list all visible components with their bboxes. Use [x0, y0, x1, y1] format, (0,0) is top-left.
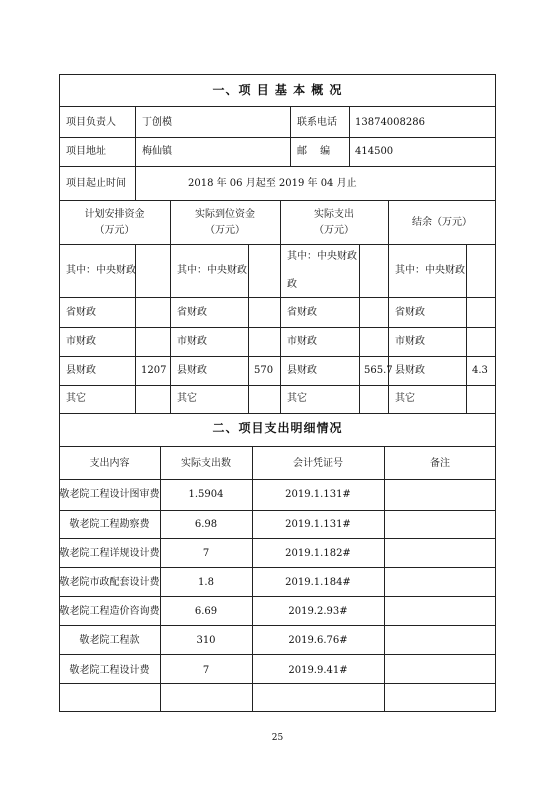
funds-header-spent: 实际支出 [314, 209, 354, 220]
funds-header-received-unit: （万元） [205, 225, 245, 236]
detail-row-content: 敬老院工程勘察费 [69, 519, 150, 530]
county-balance-value: 4.3 [472, 365, 488, 376]
grid-line [59, 538, 496, 539]
detail-row-voucher: 2019.1.131# [285, 519, 351, 530]
grid-line [59, 166, 496, 167]
central-label: 其中：中央财政 [66, 265, 136, 276]
detail-header-voucher: 会计凭证号 [293, 458, 343, 469]
detail-row-amount: 6.69 [194, 606, 218, 617]
city-label: 市财政 [66, 336, 96, 347]
detail-row-amount: 6.98 [194, 519, 218, 530]
address-label: 项目地址 [66, 146, 106, 157]
detail-row-content: 敬老院工程设计费 [69, 665, 150, 676]
page-number: 25 [271, 733, 284, 743]
grid-line [384, 446, 385, 712]
grid-line [59, 625, 496, 626]
funds-header-balance: 结余（万元） [412, 217, 472, 228]
detail-header-remarks: 备注 [430, 458, 450, 469]
grid-line [59, 244, 496, 245]
grid-line [388, 200, 389, 413]
grid-line [59, 137, 496, 138]
grid-line [59, 596, 496, 597]
grid-line [359, 244, 360, 413]
detail-row-content: 敬老院市政配套设计费 [59, 577, 160, 588]
grid-line [59, 106, 496, 107]
central-label: 其中：中央财政 [395, 265, 465, 276]
other-label: 其它 [287, 393, 307, 404]
provincial-label: 省财政 [395, 307, 425, 318]
city-label: 市财政 [287, 336, 317, 347]
county-label: 县财政 [287, 365, 317, 376]
grid-line [59, 446, 496, 447]
detail-row-voucher: 2019.6.76# [288, 635, 348, 646]
central-label-wrap: 政 [287, 279, 297, 290]
central-label: 其中：中央财政 [177, 265, 247, 276]
detail-row-content: 敬老院工程详规设计费 [59, 548, 160, 559]
provincial-label: 省财政 [66, 307, 96, 318]
detail-row-amount: 7 [202, 665, 210, 676]
central-label: 其中：中央财政 [287, 251, 357, 262]
detail-row-voucher: 2019.1.184# [285, 577, 351, 588]
grid-line [349, 106, 350, 166]
grid-line [290, 106, 291, 166]
address-value: 梅仙镇 [142, 146, 172, 157]
leader-label: 项目负责人 [66, 117, 116, 128]
funds-header-planned-unit: （万元） [94, 225, 135, 236]
detail-row-voucher: 2019.9.41# [288, 665, 348, 676]
grid-line [59, 567, 496, 568]
county-label: 县财政 [66, 365, 96, 376]
funds-header-received: 实际到位资金 [195, 209, 255, 220]
grid-line [248, 244, 249, 413]
period-value: 2018 年 06 月起至 2019 年 04 月止 [188, 178, 357, 189]
detail-row-amount: 7 [202, 548, 210, 559]
phone-value: 13874008286 [355, 117, 425, 128]
grid-line [59, 297, 496, 298]
grid-line [59, 654, 496, 655]
grid-line [59, 200, 496, 201]
detail-row-content: 敬老院工程设计图审费 [59, 489, 160, 500]
county-label: 县财政 [177, 365, 207, 376]
provincial-label: 省财政 [177, 307, 207, 318]
detail-row-content: 敬老院工程款 [79, 635, 140, 646]
leader-value: 丁创模 [142, 117, 172, 128]
other-label: 其它 [395, 393, 415, 404]
detail-row-voucher: 2019.2.93# [288, 606, 348, 617]
county-received-value: 570 [254, 365, 274, 376]
grid-line [59, 356, 496, 357]
funds-header-spent-unit: （万元） [314, 225, 354, 236]
detail-row-amount: 1.5904 [188, 489, 224, 500]
city-label: 市财政 [395, 336, 425, 347]
grid-line [59, 385, 496, 386]
grid-line [59, 327, 496, 328]
detail-header-content: 支出内容 [89, 458, 130, 469]
county-planned-value: 1207 [141, 365, 167, 376]
city-label: 市财政 [177, 336, 207, 347]
grid-line [59, 479, 496, 480]
other-label: 其它 [66, 393, 86, 404]
grid-line [135, 106, 136, 200]
period-label: 项目起止时间 [66, 178, 126, 189]
detail-header-amount: 实际支出数 [181, 458, 231, 469]
county-label: 县财政 [395, 365, 425, 376]
provincial-label: 省财政 [287, 307, 317, 318]
phone-label: 联系电话 [297, 117, 337, 128]
detail-row-amount: 1.8 [198, 577, 214, 588]
grid-line [59, 413, 496, 414]
grid-line [466, 244, 467, 413]
postcode-value: 414500 [355, 146, 394, 157]
funds-header-planned: 计划安排资金 [84, 209, 145, 220]
grid-line [59, 510, 496, 511]
detail-row-voucher: 2019.1.131# [285, 489, 351, 500]
grid-line [59, 683, 496, 684]
section2-title: 二、项目支出明细情况 [212, 421, 343, 435]
postcode-label: 邮 编 [297, 146, 331, 157]
detail-row-amount: 310 [196, 635, 216, 646]
county-spent-value: 565.7 [364, 365, 393, 376]
detail-row-content: 敬老院工程造价咨询费 [59, 606, 160, 617]
other-label: 其它 [177, 393, 197, 404]
section1-title: 一、项 目 基 本 概 况 [212, 83, 343, 97]
detail-row-voucher: 2019.1.182# [285, 548, 351, 559]
